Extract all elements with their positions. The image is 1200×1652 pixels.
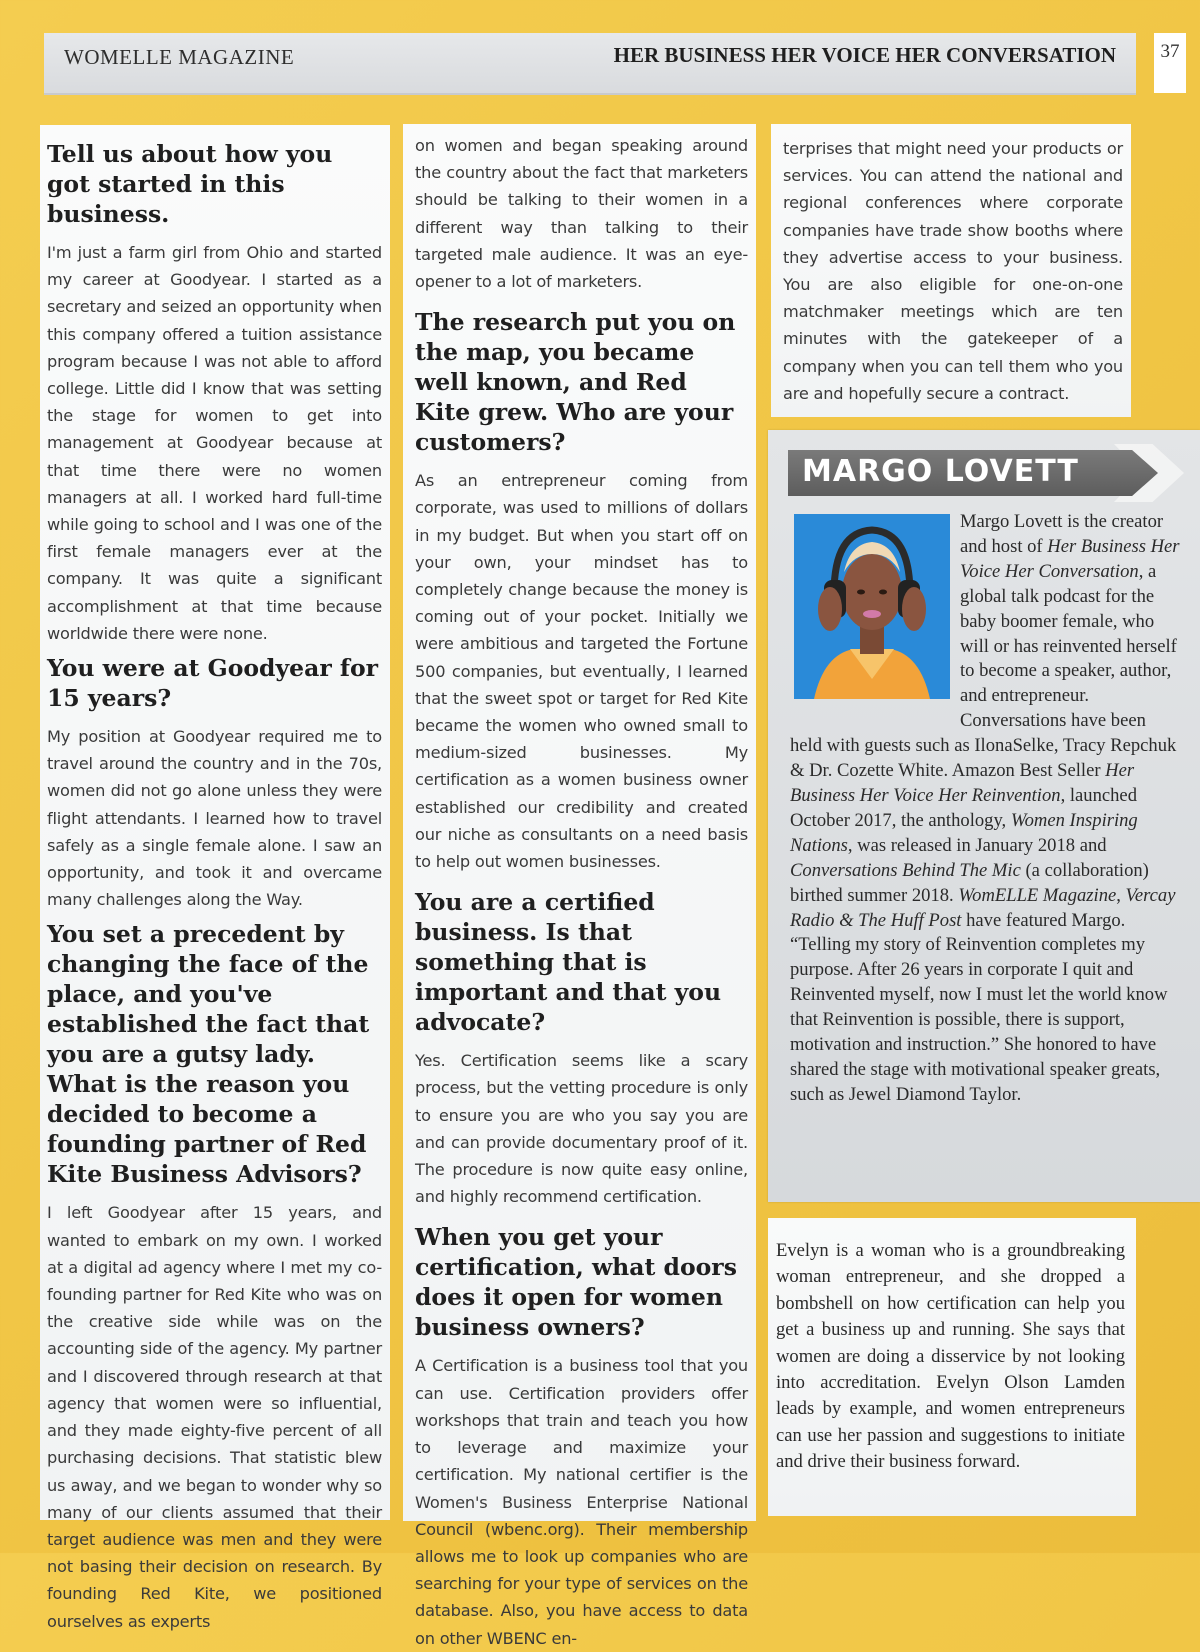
- bio-title-italic: Her Business Her Voice Her Conversation: [960, 535, 1180, 582]
- article-column-3: [771, 124, 1131, 417]
- bio-name: MARGO LOVETT: [802, 454, 1079, 489]
- magazine-name: WOMELLE MAGAZINE: [64, 45, 295, 69]
- answer-paragraph: I'm just a farm girl from Ohio and started my career at Goodyear. I started as a secretary and seized an opportunity when this company offered a tuition assistance program because I was not able to afford college. Little did I know that was setting the stage for women to get into management at Goodyear because at that time there were no women managers at all. I worked hard full-time while going to school and I was one of the first female managers ever at the company. It was quite a significant accomplishment at that time because worldwide there were none.: [47, 243, 382, 643]
- answer-paragraph: My position at Goodyear required me to travel around the country and in the 70s, women did not go alone unless they were flight attendants. I learned how to travel safely as a single female alone. I saw an opportunity, and took it and overcame many challenges along the Way.: [47, 727, 382, 910]
- answer-paragraph: on women and began speaking around the country about the fact that marketers should be talking to their women in a different way than talking to their targeted male audience. It was an eye-opener to a lot of marketers.: [415, 136, 748, 292]
- bio-text-segment: ,: [1116, 884, 1126, 906]
- answer-paragraph: A Certification is a business tool that you can use. Certification providers offer workshops that train and teach you how to leverage and maximize your certification. My national certifier is the Women's Business Enterprise National Council (wbenc.org). Their membership allows me to look up companies who are searching for your type of services on the database. Also, you have access to data on other WBENC en-: [415, 1356, 748, 1648]
- evelyn-summary-text: Evelyn is a woman who is a groundbreaking woman entrepreneur, and she dropped a bombshell on how certification can help you get a business up and running. She says that women are doing a disservice by not looking into accreditation. Evelyn Olson Lamden leads by example, and women entrepreneurs can use her passion and suggestions to initiate and drive their business forward.: [776, 1240, 1125, 1473]
- bio-title-italic: Her Business Her Voice Her Reinvention: [790, 760, 1135, 806]
- evelyn-summary-box: [768, 1218, 1136, 1516]
- bio-text-segment: , was released in January 2018 and: [847, 834, 1107, 856]
- question-heading: You set a precedent by changing the face of the place, and you've established the fact that you are a gutsy lady. What is the reason you decided to become a founding partner of Red Kite Business Advisors?: [47, 920, 370, 1189]
- question-heading: You were at Goodyear for 15 years?: [47, 654, 379, 713]
- question-heading: The research put you on the map, you became well known, and Red Kite grew. Who are your customers?: [415, 308, 736, 457]
- host-bio-panel: [768, 430, 1200, 1202]
- bio-title-italic: Women Inspiring Nations: [790, 809, 1138, 856]
- magazine-tagline: HER BUSINESS HER VOICE HER CONVERSATION: [613, 43, 1116, 67]
- bio-text-segment: Margo Lovett is the creator and host of: [960, 511, 1164, 557]
- page-number: 37: [1154, 33, 1186, 93]
- bio-title-italic: WomELLE Magazine: [958, 884, 1117, 906]
- bio-title-italic: Vercay Radio & The Huff Post: [790, 884, 1176, 931]
- answer-paragraph: I left Goodyear after 15 years, and wanted to embark on my own. I worked at a digital ad agency where I met my co-founding partner for Red Kite who was on the creative side while was on the accounting side of the agency. My partner and I discovered through research at that agency that women were so influential, and they made eighty-five percent of all purchasing decisions. That statistic blew us away, and we began to wonder why so many of our clients assumed that their target audience was men and they were not basing their decision on research. By founding Red Kite, we positioned ourselves as experts: [47, 1203, 382, 1631]
- article-column-1: [40, 125, 390, 1631]
- answer-paragraph: Yes. Certification seems like a scary process, but the vetting procedure is only to ensure you are who you say you are and can provide documentary proof of it. The procedure is now quite easy online, and highly recommend certification.: [415, 1051, 748, 1207]
- bio-text: [790, 510, 1182, 1108]
- bio-text-segment: have featured Margo. “Telling my story of Reinvention completes my purpose. After 26 years in corporate I quit and Reinvented myself, now I must let the world know that Reinvention is possible, there is support, motivation and instruction.” She honored to have shared the stage with motivational speaker greats, such as Jewel Diamond Taylor.: [790, 909, 1168, 1105]
- magazine-header: [44, 33, 1136, 95]
- article-column-2: [403, 124, 756, 1648]
- photo-spacer: [790, 510, 960, 710]
- answer-paragraph: As an entrepreneur coming from corporate, was used to millions of dollars in my budget. But when you start off on your own, your mindset has to completely change because the money is coming out of your pocket. Initially we were ambitious and targeted the Fortune 500 companies, but eventually, I learned that the sweet spot or target for Red Kite became the women who owned small to medium-sized businesses. My certification as a women business owner established our credibility and created our niche as consultants on a need basis to help out women businesses.: [415, 471, 748, 872]
- question-heading: When you get your certification, what doors does it open for women business owners?: [415, 1223, 737, 1342]
- bio-title-italic: Conversations Behind The Mic: [790, 859, 1021, 881]
- question-heading: Tell us about how you got started in this business.: [47, 140, 333, 228]
- bio-text-segment: (a collaboration) birthed summer 2018.: [790, 859, 1149, 906]
- question-heading: You are a certified business. Is that something that is important and that you advocate?: [415, 888, 722, 1037]
- bio-text-segment: , launched October 2017, the anthology,: [790, 784, 1137, 831]
- bio-text-segment: , a global talk podcast for the baby boomer female, who will or has reinvented herself to become a speaker, author, and entrepreneur. Conversations have been held with guests such as IlonaSelke, Tracy Repchuk & Dr. Cozette White. Amazon Best Seller: [790, 560, 1177, 782]
- answer-paragraph: terprises that might need your products or services. You can attend the national and regional conferences where corporate companies have trade show booths where they advertise access to your business. You are also eligible for one-on-one matchmaker meetings which are ten minutes with the gatekeeper of a company when you can tell them who you are and hopefully secure a contract.: [783, 139, 1123, 403]
